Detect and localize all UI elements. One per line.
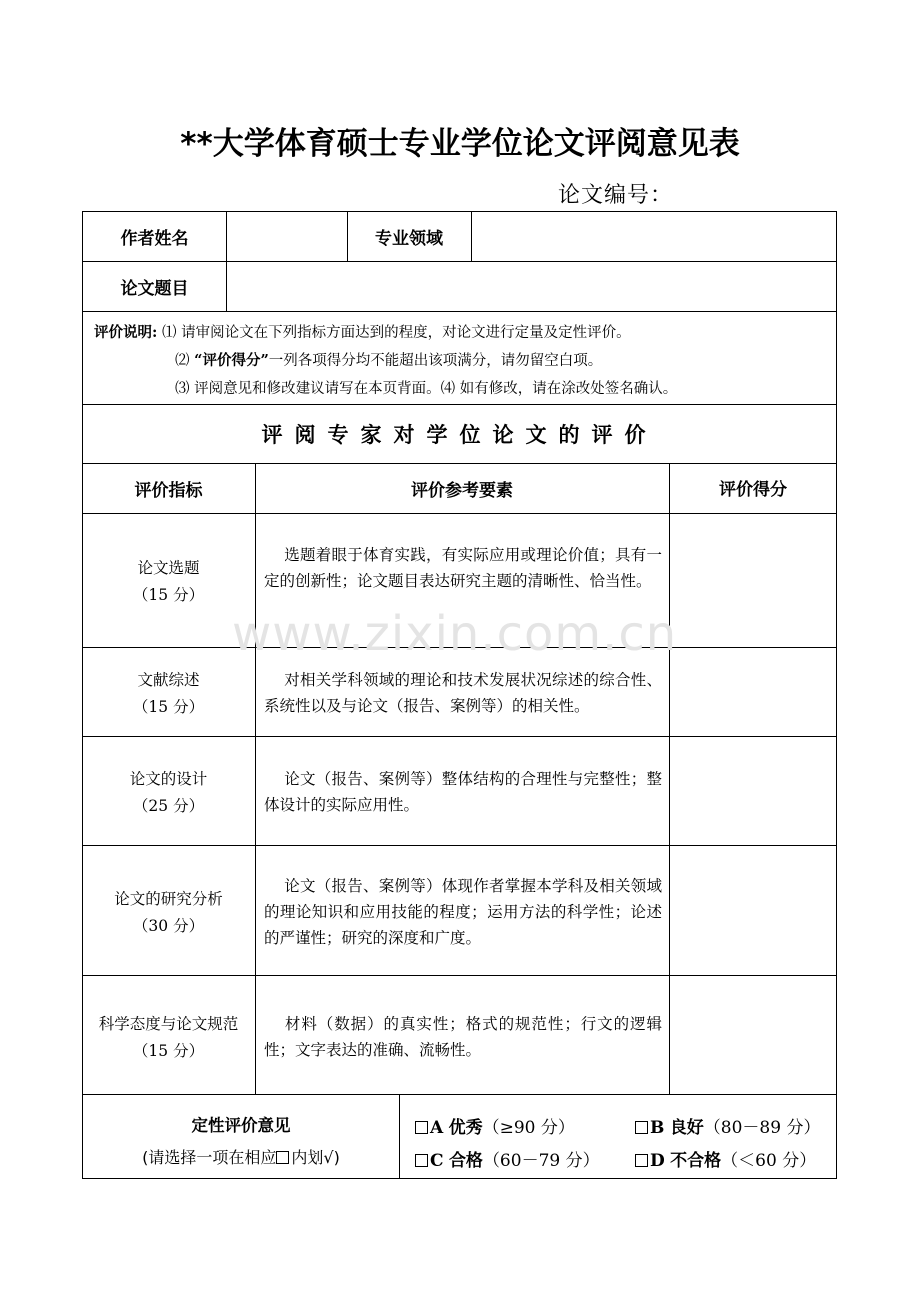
option-letter: D bbox=[650, 1151, 665, 1171]
score-cell-scientific-attitude[interactable] bbox=[670, 976, 836, 1094]
instruction-line-2 bbox=[175, 349, 602, 370]
author-name-field[interactable] bbox=[227, 212, 347, 261]
option-d[interactable] bbox=[635, 1146, 816, 1171]
row-divider bbox=[82, 311, 837, 312]
elements-scientific-attitude bbox=[264, 1011, 662, 1063]
qualitative-label-block bbox=[82, 1112, 400, 1168]
elements-text: 材料（数据）的真实性；格式的规范性；行文的逻辑性；文字表达的准确、流畅性。 bbox=[264, 1015, 662, 1059]
row-divider bbox=[82, 1094, 837, 1095]
header-criterion: 评价指标 bbox=[134, 480, 203, 501]
criterion-points: （15 分） bbox=[132, 586, 205, 604]
professional-field-label: 专业领域 bbox=[375, 228, 443, 249]
criterion-topic-selection bbox=[82, 555, 255, 609]
header-score: 评价得分 bbox=[719, 479, 787, 500]
criterion-points: （15 分） bbox=[132, 1042, 205, 1060]
elements-text: 选题着眼于体育实践，有实际应用或理论价值；具有一定的创新性；论文题目表达研究主题的清晰性、恰当性。 bbox=[264, 546, 662, 590]
qualitative-label: 定性评价意见 bbox=[191, 1116, 291, 1135]
option-c[interactable] bbox=[415, 1146, 600, 1171]
checkbox-icon bbox=[276, 1151, 289, 1164]
elements-text: 论文（报告、案例等）整体结构的合理性与完整性；整体设计的实际应用性。 bbox=[264, 770, 662, 814]
instruction-emphasis: “评价得分” bbox=[194, 352, 269, 369]
section-title: 评阅专家对学位论文的评价 bbox=[261, 422, 658, 447]
criterion-research-analysis bbox=[82, 886, 255, 940]
criterion-name: 论文的研究分析 bbox=[114, 890, 223, 908]
score-cell-research-analysis[interactable] bbox=[670, 846, 836, 975]
instruction-text: 一列各项得分均不能超出该项满分，请勿留空白项。 bbox=[268, 353, 603, 369]
score-cell-topic-selection[interactable] bbox=[670, 514, 836, 647]
author-name-label: 作者姓名 bbox=[120, 228, 189, 249]
option-letter: B bbox=[650, 1118, 665, 1138]
score-cell-literature-review[interactable] bbox=[670, 648, 836, 736]
instruction-number: ⑵ bbox=[175, 353, 195, 369]
elements-literature-review bbox=[264, 667, 662, 719]
option-name: 优秀 bbox=[448, 1118, 483, 1138]
option-a[interactable] bbox=[415, 1113, 575, 1138]
qualitative-hint bbox=[82, 1145, 400, 1168]
elements-research-analysis bbox=[264, 873, 662, 951]
option-name: 良好 bbox=[669, 1118, 704, 1138]
hint-text: 内划√) bbox=[291, 1148, 340, 1167]
instruction-line-1 bbox=[94, 321, 631, 342]
option-name: 合格 bbox=[448, 1151, 483, 1171]
option-range: （＜60 分） bbox=[721, 1151, 817, 1171]
thesis-topic-field[interactable] bbox=[227, 262, 836, 311]
criterion-points: （25 分） bbox=[132, 797, 205, 815]
checkbox-icon[interactable] bbox=[415, 1154, 428, 1167]
instruction-heading: 评价说明: bbox=[94, 324, 158, 341]
thesis-topic-label: 论文题目 bbox=[120, 278, 189, 299]
criterion-points: （30 分） bbox=[132, 917, 205, 935]
header-elements: 评价参考要素 bbox=[411, 480, 513, 501]
option-letter: A bbox=[430, 1118, 444, 1138]
option-range: （≥90 分） bbox=[482, 1118, 575, 1138]
option-range: （60－79 分） bbox=[482, 1151, 600, 1171]
elements-text: 论文（报告、案例等）体现作者掌握本学科及相关领域的理论知识和应用技能的程度；运用方法的科学性；论述的严谨性；研究的深度和广度。 bbox=[264, 877, 662, 947]
criterion-name: 科学态度与论文规范 bbox=[98, 1015, 239, 1033]
criterion-name: 论文的设计 bbox=[129, 770, 208, 788]
checkbox-icon[interactable] bbox=[415, 1121, 428, 1134]
elements-topic-selection bbox=[264, 542, 662, 594]
option-b[interactable] bbox=[635, 1113, 820, 1138]
professional-field-field[interactable] bbox=[472, 212, 836, 261]
option-range: （80－89 分） bbox=[703, 1118, 821, 1138]
criterion-thesis-design bbox=[82, 766, 255, 820]
watermark: www.zixin.com.cn bbox=[232, 606, 678, 662]
elements-text: 对相关学科领域的理论和技术发展状况综述的综合性、系统性以及与论文（报告、案例等）的相关性。 bbox=[264, 671, 662, 715]
option-letter: C bbox=[430, 1151, 444, 1171]
option-name: 不合格 bbox=[670, 1151, 722, 1171]
criterion-name: 论文选题 bbox=[137, 559, 200, 577]
instruction-line-3: ⑶ 评阅意见和修改建议请写在本页背面。⑷ 如有修改，请在涂改处签名确认。 bbox=[175, 381, 678, 397]
hint-text: (请选择一项在相应 bbox=[142, 1148, 277, 1167]
elements-thesis-design bbox=[264, 766, 662, 818]
criterion-name: 文献综述 bbox=[137, 671, 200, 689]
page-title: **大学体育硕士专业学位论文评阅意见表 bbox=[180, 126, 740, 162]
checkbox-icon[interactable] bbox=[635, 1121, 648, 1134]
column-divider bbox=[255, 463, 256, 1094]
instruction-text: ⑴ 请审阅论文在下列指标方面达到的程度，对论文进行定量及定性评价。 bbox=[161, 325, 631, 341]
criterion-points: （15 分） bbox=[132, 698, 205, 716]
score-cell-thesis-design[interactable] bbox=[670, 737, 836, 845]
criterion-scientific-attitude bbox=[82, 1011, 255, 1065]
thesis-number-label: 论文编号： bbox=[558, 183, 674, 208]
criterion-literature-review bbox=[82, 667, 255, 721]
checkbox-icon[interactable] bbox=[635, 1154, 648, 1167]
